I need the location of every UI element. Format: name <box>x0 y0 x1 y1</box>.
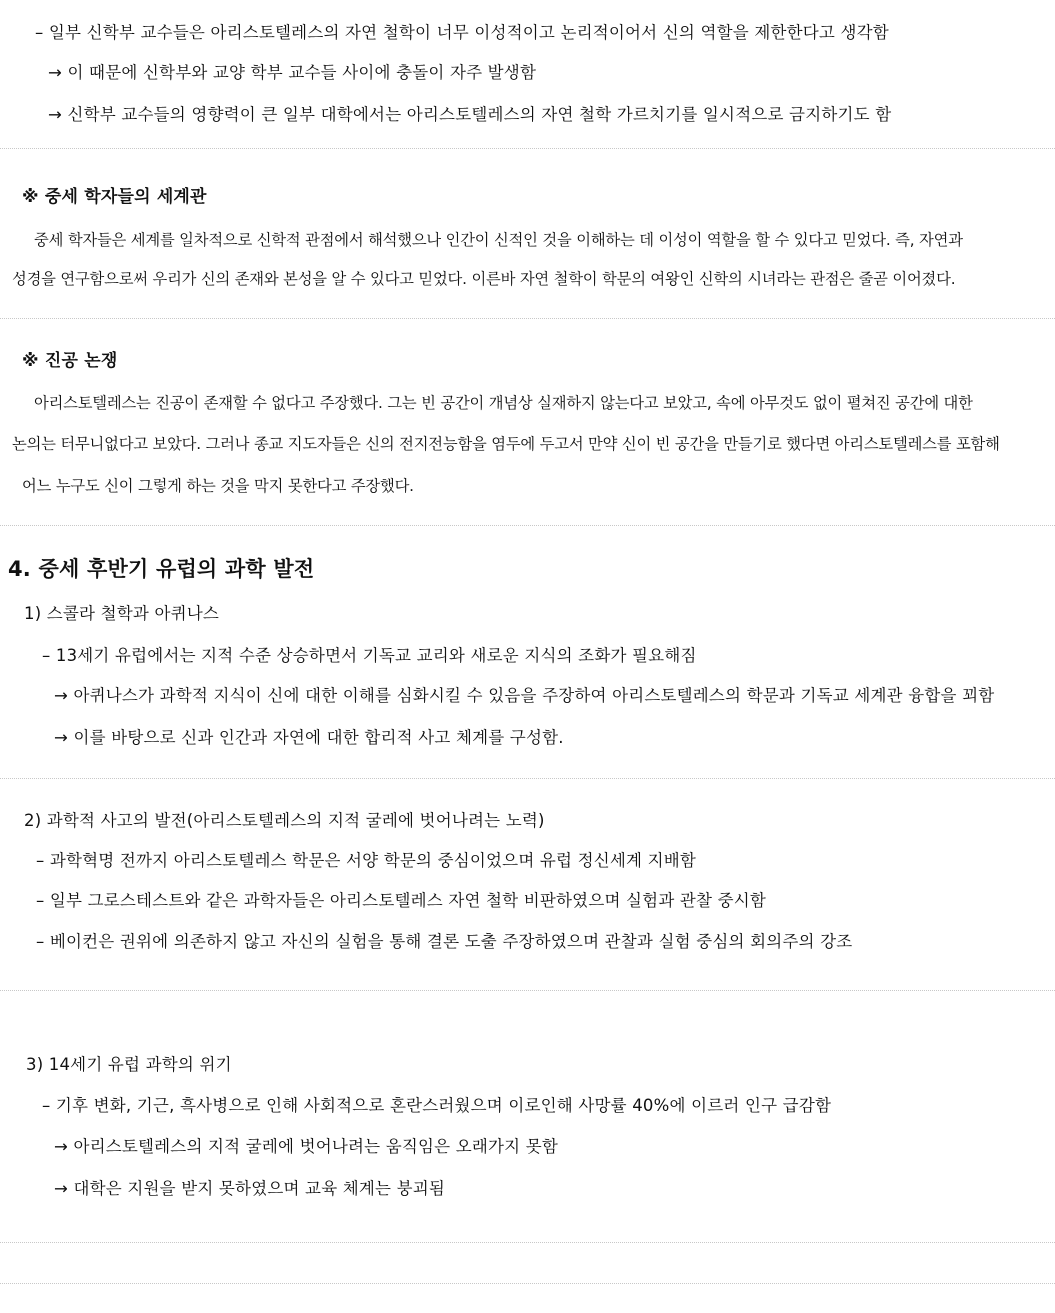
subsection-2-line-1: – 과학혁명 전까지 아리스토텔레스 학문은 서양 학문의 중심이었으며 유럽 정신세계 지배함 <box>36 851 697 870</box>
rule-line <box>0 148 1055 149</box>
rule-line <box>0 778 1055 779</box>
rule-line <box>0 525 1055 526</box>
subsection-1-heading: 1) 스콜라 철학과 아퀴나스 <box>24 604 220 623</box>
intro-line-3: → 신학부 교수들의 영향력이 큰 일부 대학에서는 아리스토텔레스의 자연 철학 가르치기를 일시적으로 금지하기도 함 <box>48 105 892 124</box>
rule-line <box>0 318 1055 319</box>
rule-line <box>0 990 1055 991</box>
subsection-3-line-1: – 기후 변화, 기근, 흑사병으로 인해 사회적으로 혼란스러웠으며 이로인해 사망률 40%에 이르러 인구 급감함 <box>42 1096 832 1115</box>
subsection-3-heading: 3) 14세기 유럽 과학의 위기 <box>26 1055 232 1074</box>
vacuum-paragraph-line-1: 아리스토텔레스는 진공이 존재할 수 없다고 주장했다. 그는 빈 공간이 개념상 실재하지 않는다고 보았고, 속에 아무것도 없이 펼쳐진 공간에 대한 <box>34 394 973 412</box>
subsection-2-heading: 2) 과학적 사고의 발전(아리스토텔레스의 지적 굴레에 벗어나려는 노력) <box>24 811 545 830</box>
intro-line-2: → 이 때문에 신학부와 교양 학부 교수들 사이에 충돌이 자주 발생함 <box>48 63 537 82</box>
worldview-paragraph-line-1: 중세 학자들은 세계를 일차적으로 신학적 관점에서 해석했으나 인간이 신적인 것을 이해하는 데 이성이 역할을 할 수 있다고 믿었다. 즉, 자연과 <box>34 231 963 249</box>
subsection-2-line-3: – 베이컨은 권위에 의존하지 않고 자신의 실험을 통해 결론 도출 주장하였으며 관찰과 실험 중심의 회의주의 강조 <box>36 932 853 951</box>
intro-line-1: – 일부 신학부 교수들은 아리스토텔레스의 자연 철학이 너무 이성적이고 논리적이어서 신의 역할을 제한한다고 생각함 <box>35 23 889 42</box>
vacuum-heading: ※ 진공 논쟁 <box>22 351 118 371</box>
subsection-3-line-2: → 아리스토텔레스의 지적 굴레에 벗어나려는 움직임은 오래가지 못함 <box>54 1137 559 1156</box>
subsection-1-line-3: → 이를 바탕으로 신과 인간과 자연에 대한 합리적 사고 체계를 구성함. <box>54 728 564 747</box>
subsection-1-line-1: – 13세기 유럽에서는 지적 수준 상승하면서 기독교 교리와 새로운 지식의 조화가 필요해짐 <box>42 646 697 665</box>
subsection-3-line-3: → 대학은 지원을 받지 못하였으며 교육 체계는 붕괴됨 <box>54 1179 446 1198</box>
section-4-title: 4. 중세 후반기 유럽의 과학 발전 <box>8 557 315 581</box>
subsection-2-line-2: – 일부 그로스테스트와 같은 과학자들은 아리스토텔레스 자연 철학 비판하였으며 실험과 관찰 중시함 <box>36 891 767 910</box>
worldview-paragraph-line-2: 성경을 연구함으로써 우리가 신의 존재와 본성을 알 수 있다고 믿었다. 이른바 자연 철학이 학문의 여왕인 신학의 시녀라는 관점은 줄곧 이어졌다. <box>12 270 956 288</box>
rule-line <box>0 1283 1055 1284</box>
worldview-heading: ※ 중세 학자들의 세계관 <box>22 187 207 207</box>
vacuum-paragraph-line-2: 논의는 터무니없다고 보았다. 그러나 종교 지도자들은 신의 전지전능함을 염두에 두고서 만약 신이 빈 공간을 만들기로 했다면 아리스토텔레스를 포함해 <box>12 435 1000 453</box>
vacuum-paragraph-line-3: 어느 누구도 신이 그렇게 하는 것을 막지 못한다고 주장했다. <box>22 477 414 495</box>
rule-line <box>0 1242 1055 1243</box>
subsection-1-line-2: → 아퀴나스가 과학적 지식이 신에 대한 이해를 심화시킬 수 있음을 주장하여 아리스토텔레스의 학문과 기독교 세계관 융합을 꾀함 <box>54 686 995 705</box>
